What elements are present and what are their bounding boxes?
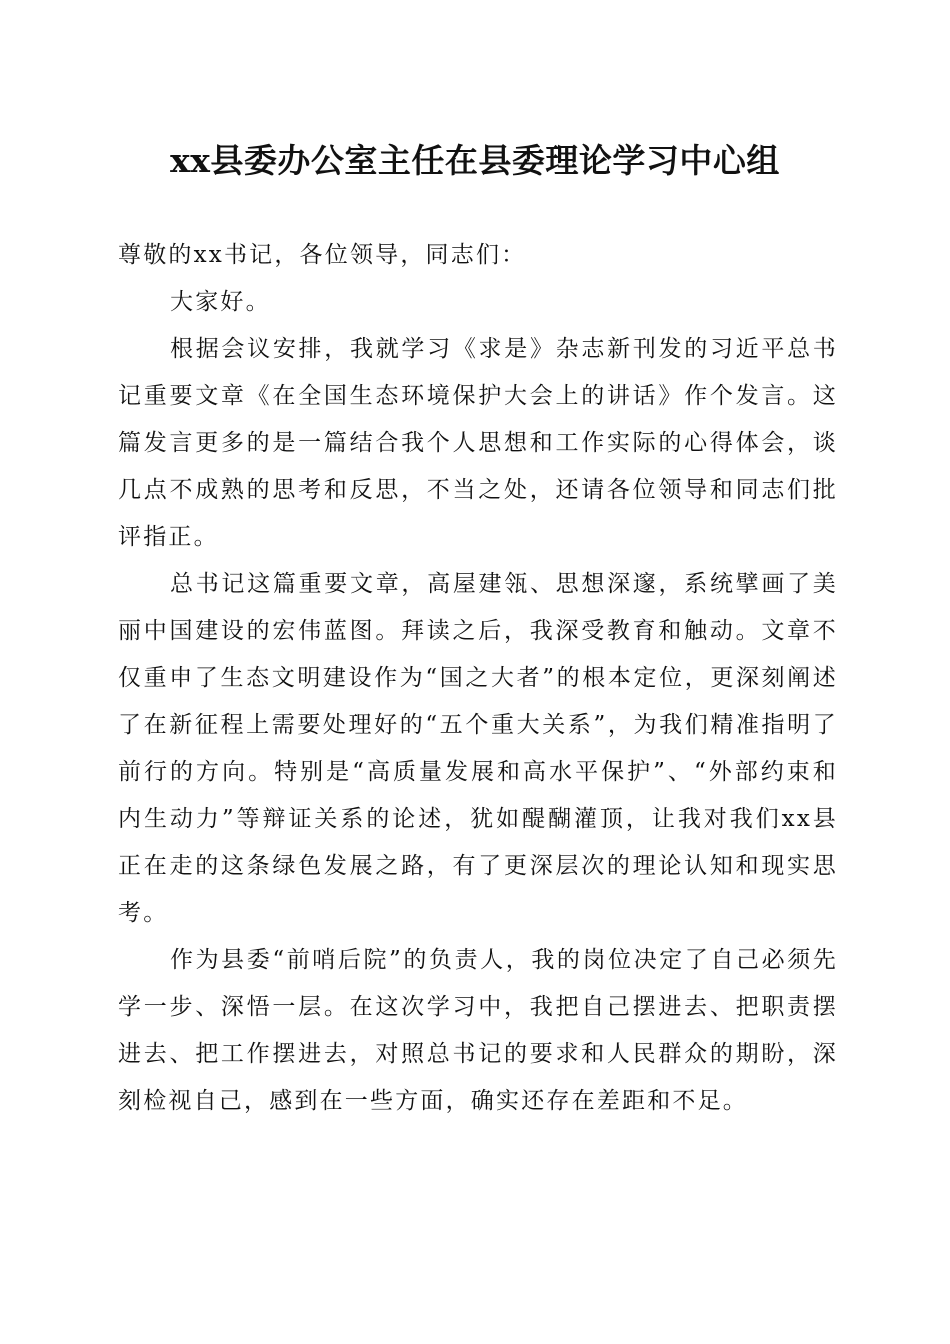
- salutation: 尊敬的xx书记，各位领导，同志们：: [118, 242, 527, 268]
- document-title: xx县委办公室主任在县委理论学习中心组: [170, 141, 780, 180]
- paragraph-greeting: 大家好。: [170, 289, 271, 315]
- document-body: [118, 232, 838, 1125]
- paragraph-self-examination: 作为县委“前哨后院”的负责人，我的岗位决定了自己必须先学一步、深悟一层。在这次学习中，我把自己摆进去、把职责摆进去、把工作摆进去，对照总书记的要求和人民群众的期盼，深刻检视自己，感到在一些方面，确实还存在差距和不足。: [118, 947, 838, 1114]
- paragraph-introduction: 根据会议安排，我就学习《求是》杂志新刊发的习近平总书记重要文章《在全国生态环境保护大会上的讲话》作个发言。这篇发言更多的是一篇结合我个人思想和工作实际的心得体会，谈几点不成熟的思考和反思，不当之处，还请各位领导和同志们批评指正。: [118, 336, 838, 550]
- paragraph-article-reflection: 总书记这篇重要文章，高屋建瓴、思想深邃，系统擘画了美丽中国建设的宏伟蓝图。拜读之后，我深受教育和触动。文章不仅重申了生态文明建设作为“国之大者”的根本定位，更深刻阐述了在新征程上需要处理好的“五个重大关系”，为我们精准指明了前行的方向。特别是“高质量发展和高水平保护”、“外部约束和内生动力”等辩证关系的论述，犹如醍醐灌顶，让我对我们xx县正在走的这条绿色发展之路，有了更深层次的理论认知和现实思考。: [118, 571, 838, 926]
